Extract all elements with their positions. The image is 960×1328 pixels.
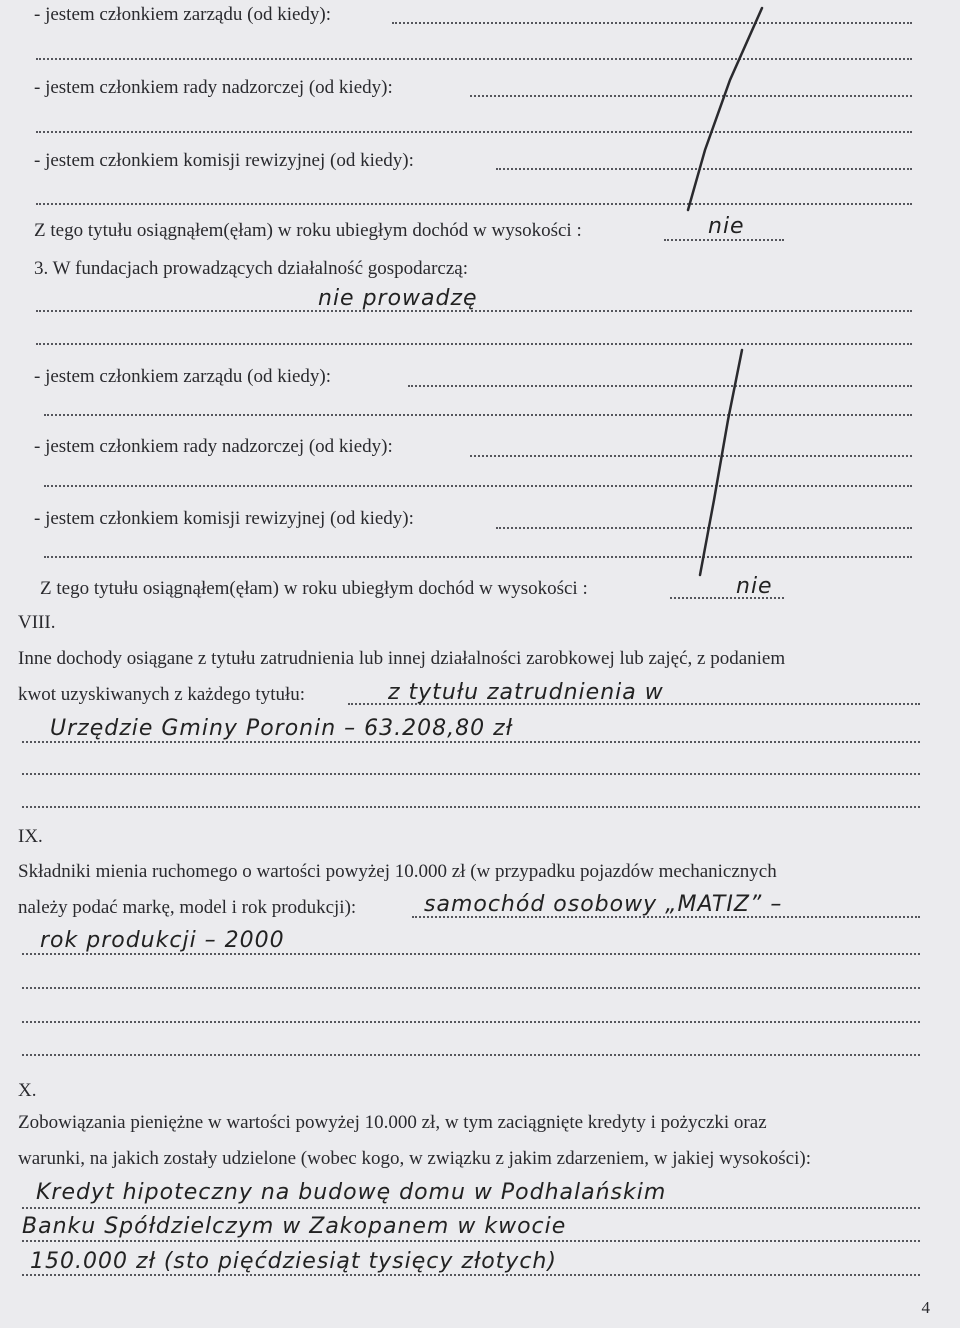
income-label: Z tego tytułu osiągnąłem(ęłam) w roku ubiegłym dochód w wysokości : <box>40 578 588 599</box>
section-viii-text-2: kwot uzyskiwanych z każdego tytułu: <box>18 684 306 705</box>
dotted-line <box>470 95 912 97</box>
foundations-row <box>34 258 960 280</box>
section-x-text: Zobowiązania pieniężne w wartości powyżej 10.000 zł, w tym zaciągnięte kredyty i pożyczki oraz <box>18 1112 767 1133</box>
income-label: Z tego tytułu osiągnąłem(ęłam) w roku ubiegłym dochód w wysokości : <box>34 220 582 241</box>
dotted-line <box>22 1274 920 1276</box>
section-x-value-2: Banku Spółdzielczym w Zakopanem w kwocie <box>22 1214 567 1239</box>
dotted-line <box>408 385 912 387</box>
section-x-text-2: warunki, na jakich zostały udzielone (wobec kogo, w związku z jakim zdarzeniem, w jakiej wysokości): <box>18 1148 811 1169</box>
section-x-value-3: 150.000 zł (sto pięćdziesiąt tysięcy złotych) <box>30 1249 557 1274</box>
income-value: nie <box>736 574 773 599</box>
section-viii-value-1: z tytułu zatrudnienia w <box>388 680 664 705</box>
section-ix-value-2: rok produkcji – 2000 <box>40 928 285 953</box>
page-number: 4 <box>921 1298 930 1317</box>
strike-slash <box>688 8 762 210</box>
income-row <box>40 578 960 600</box>
audit-member-label: - jestem członkiem komisji rewizyjnej (od kiedy): <box>34 508 414 529</box>
supervisory-member-label: - jestem członkiem rady nadzorczej (od kiedy): <box>34 436 393 457</box>
dotted-line <box>664 239 784 241</box>
board-member-label: - jestem członkiem zarządu (od kiedy): <box>34 4 332 25</box>
section-ix-text-2: należy podać markę, model i rok produkcji): <box>18 897 357 918</box>
foundations-value: nie prowadzę <box>318 286 478 311</box>
dotted-line <box>44 485 912 487</box>
dotted-line <box>22 987 920 989</box>
dotted-line <box>496 168 912 170</box>
section-viii-value-2: Urzędzie Gminy Poronin – 63.208,80 zł <box>50 716 513 741</box>
dotted-line <box>22 1207 920 1209</box>
section-ix-text: Składniki mienia ruchomego o wartości powyżej 10.000 zł (w przypadku pojazdów mechanicznych <box>18 861 777 882</box>
dotted-line <box>22 1240 920 1242</box>
dotted-line <box>36 58 912 60</box>
section-viii-text: Inne dochody osiągane z tytułu zatrudnienia lub innej działalności zarobkowej lub zajęć, z podaniem <box>18 648 786 669</box>
dotted-line <box>36 131 912 133</box>
income-value: nie <box>708 214 745 239</box>
dotted-line <box>22 741 920 743</box>
section-x-numeral: X. <box>18 1080 37 1101</box>
dotted-line <box>22 773 920 775</box>
dotted-line <box>36 203 912 205</box>
supervisory-member-label: - jestem członkiem rady nadzorczej (od kiedy): <box>34 77 393 98</box>
section-viii-numeral: VIII. <box>18 612 56 633</box>
board-member-label: - jestem członkiem zarządu (od kiedy): <box>34 366 332 387</box>
foundations-label: 3. W fundacjach prowadzących działalność gospodarczą: <box>34 258 468 279</box>
dotted-line <box>392 22 912 24</box>
audit-member-label: - jestem członkiem komisji rewizyjnej (od kiedy): <box>34 150 414 171</box>
dotted-line <box>470 455 912 457</box>
dotted-line <box>44 414 912 416</box>
dotted-line <box>496 527 912 529</box>
section-x-value-1: Kredyt hipoteczny na budowę domu w Podhalańskim <box>36 1180 667 1205</box>
income-row <box>34 220 960 242</box>
dotted-line <box>22 953 920 955</box>
section-ix-value-1: samochód osobowy „MATIZ” – <box>424 892 783 917</box>
dotted-line <box>22 1054 920 1056</box>
dotted-line <box>22 806 920 808</box>
dotted-line <box>22 1021 920 1023</box>
section-ix-numeral: IX. <box>18 826 43 847</box>
dotted-line <box>36 343 912 345</box>
dotted-line <box>44 556 912 558</box>
